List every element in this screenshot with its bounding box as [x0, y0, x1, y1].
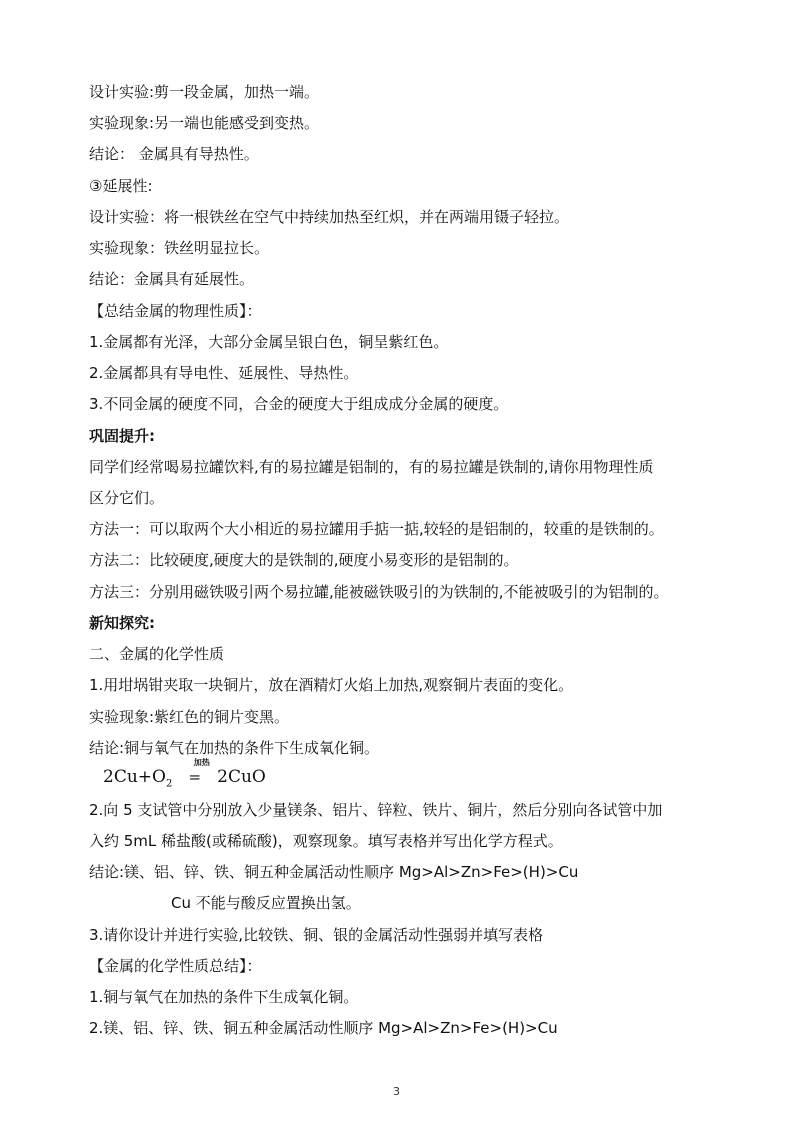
- text-line: 结论：金属具有延展性。: [89, 270, 255, 288]
- list-item: 3.不同金属的硬度不同，合金的硬度大于组成成分金属的硬度。: [89, 395, 509, 413]
- text-line: 同学们经常喝易拉罐饮料,有的易拉罐是铝制的，有的易拉罐是铁制的,请你用物理性质: [89, 458, 654, 476]
- chemical-equation: [103, 758, 266, 790]
- page-number: 3: [393, 1085, 400, 1098]
- equation-arrow: [182, 758, 210, 787]
- text-line: 结论： 金属具有导热性。: [89, 145, 259, 163]
- list-item: 2.镁、铝、锌、铁、铜五种金属活动性顺序 Mg>Al>Zn>Fe>(H)>Cu: [89, 1019, 558, 1037]
- text-line: 方法三：分别用磁铁吸引两个易拉罐,能被磁铁吸引的为铁制的,不能被吸引的为铝制的。: [89, 583, 669, 601]
- section-heading-bold: 巩固提升:: [89, 427, 155, 445]
- section-heading-bold: 新知探究:: [89, 614, 155, 632]
- text-line: 设计实验:剪一段金属，加热一端。: [89, 83, 320, 101]
- list-item: 1.铜与氧气在加热的条件下生成氧化铜。: [89, 988, 359, 1006]
- list-item: 1.用坩埚钳夹取一块铜片，放在酒精灯火焰上加热,观察铜片表面的变化。: [89, 676, 574, 694]
- text-line: 实验现象:另一端也能感受到变热。: [89, 114, 320, 132]
- equation-product: 2CuO: [217, 767, 266, 787]
- section-heading: 二、金属的化学性质: [89, 645, 225, 663]
- list-item: 1.金属都有光泽，大部分金属呈银白色，铜呈紫红色。: [89, 333, 449, 351]
- text-line: Cu 不能与酸反应置换出氢。: [171, 894, 361, 912]
- equation-condition: 加热: [193, 758, 210, 767]
- text-line: 结论:铜与氧气在加热的条件下生成氧化铜。: [89, 739, 380, 757]
- list-item: 2.金属都具有导电性、延展性、导热性。: [89, 364, 359, 382]
- text-line: 实验现象:紫红色的铜片变黑。: [89, 708, 290, 726]
- text-line: 区分它们。: [89, 489, 165, 507]
- section-heading: 【金属的化学性质总结】：: [89, 957, 262, 975]
- section-heading: ③延展性:: [89, 177, 153, 195]
- section-heading: 【总结金属的物理性质】：: [89, 302, 262, 320]
- text-line: 方法二：比较硬度,硬度大的是铁制的,硬度小易变形的是铝制的。: [89, 551, 519, 569]
- text-line: 实验现象：铁丝明显拉长。: [89, 239, 270, 257]
- text-line: 结论:镁、铝、锌、铁、铜五种金属活动性顺序 Mg>Al>Zn>Fe>(H)>Cu: [89, 863, 579, 881]
- equation-reactants: 2Cu+O: [103, 767, 166, 787]
- text-line: 设计实验：将一根铁丝在空气中持续加热至红炽，并在两端用镊子轻拉。: [89, 208, 570, 226]
- text-line: 入约 5mL 稀盐酸(或稀硫酸)，观察现象。填写表格并写出化学方程式。: [89, 832, 563, 850]
- equation-subscript: 2: [165, 778, 173, 790]
- text-line: 方法一：可以取两个大小相近的易拉罐用手掂一掂,较轻的是铝制的，较重的是铁制的。: [89, 520, 664, 538]
- equation-sign: =: [188, 768, 202, 786]
- list-item: 2.向 5 支试管中分别放入少量镁条、铝片、锌粒、铁片、铜片，然后分别向各试管中加: [89, 801, 663, 819]
- list-item: 3.请你设计并进行实验,比较铁、铜、银的金属活动性强弱并填写表格: [89, 926, 544, 944]
